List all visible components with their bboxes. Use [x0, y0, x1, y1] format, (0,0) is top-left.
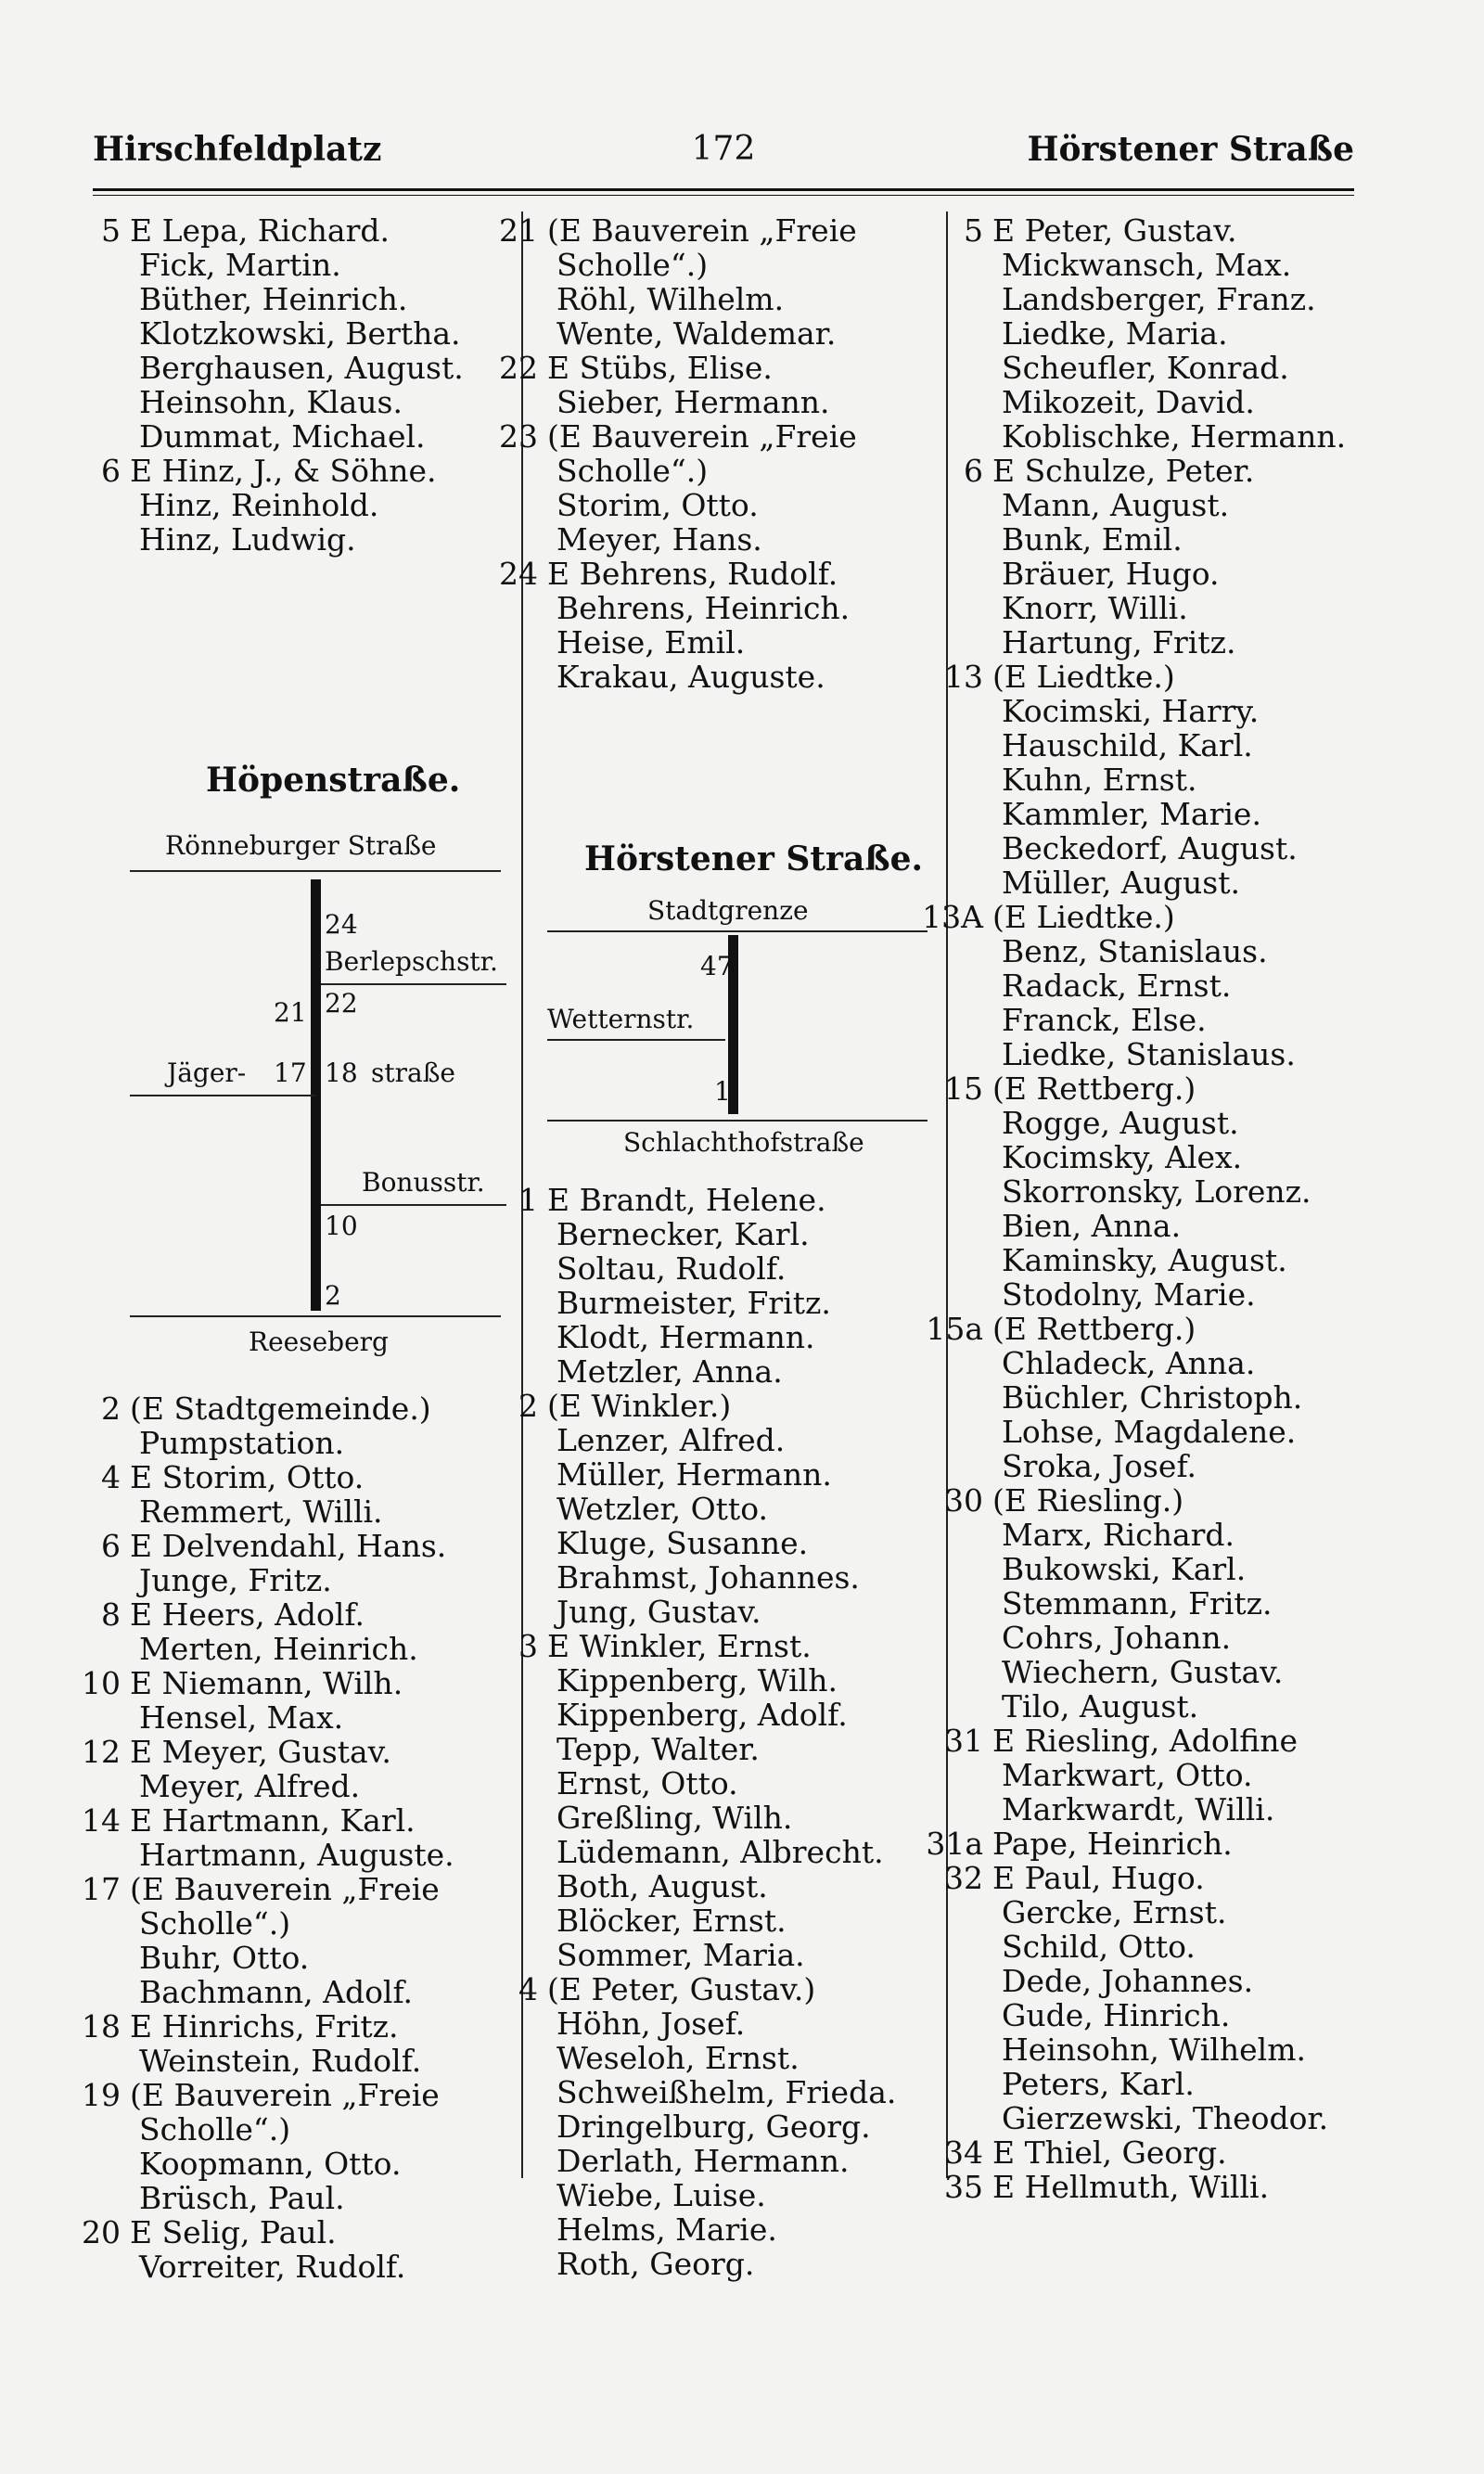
- map-label-top: Stadtgrenze: [647, 895, 809, 926]
- resident-name: Skorronsky, Lorenz.: [1002, 1173, 1311, 1210]
- resident-name: Krakau, Auguste.: [556, 659, 825, 695]
- resident-name: Kaminsky, August.: [1002, 1242, 1287, 1278]
- house-number: 32: [944, 1860, 983, 1896]
- resident-name: Kuhn, Ernst.: [1002, 762, 1197, 798]
- entry-first-line: E Riesling, Adolfine: [992, 1723, 1298, 1759]
- entry-first-line: E Brandt, Helene.: [547, 1182, 826, 1218]
- entry-first-line: (E Bauverein „Freie: [547, 418, 857, 455]
- house-number: 31: [944, 1723, 983, 1759]
- resident-name: Sieber, Hermann.: [556, 384, 830, 420]
- resident-name: Klodt, Hermann.: [556, 1319, 815, 1355]
- address-entry: [473, 1629, 946, 1972]
- resident-name: Wiechern, Gustav.: [1002, 1654, 1284, 1690]
- address-entry: [918, 900, 1401, 1071]
- resident-name: Derlath, Hermann.: [556, 2143, 850, 2179]
- resident-name: Dummat, Michael.: [139, 418, 426, 455]
- house-number: 13A: [922, 899, 983, 935]
- address-entry: [56, 1803, 519, 1872]
- entry-first-line: E Niemann, Wilh.: [130, 1665, 403, 1701]
- column-1-top: [56, 213, 519, 557]
- house-number: 8: [101, 1596, 121, 1633]
- entry-first-line: E Winkler, Ernst.: [547, 1628, 812, 1664]
- resident-name: Mann, August.: [1002, 487, 1230, 523]
- entry-first-line: (E Stadtgemeinde.): [130, 1391, 431, 1427]
- address-entry: [56, 1666, 519, 1735]
- entry-first-line: E Behrens, Rudolf.: [547, 556, 838, 592]
- column-2-top: [473, 213, 946, 694]
- address-entry: [918, 1071, 1401, 1312]
- house-number: 23: [499, 418, 538, 455]
- resident-name: Hauschild, Karl.: [1002, 727, 1253, 763]
- resident-name: Heise, Emil.: [556, 624, 746, 660]
- address-entry: [918, 1827, 1401, 1861]
- house-number: 34: [944, 2134, 983, 2171]
- resident-name: Jung, Gustav.: [556, 1594, 761, 1630]
- entry-first-line: E Delvendahl, Hans.: [130, 1528, 447, 1564]
- resident-name: Koopmann, Otto.: [139, 2146, 402, 2182]
- entry-first-line: (E Bauverein „Freie: [130, 2077, 440, 2113]
- header-left: Hirschfeldplatz: [93, 130, 382, 169]
- resident-name: Vorreiter, Rudolf.: [139, 2249, 406, 2285]
- entry-first-line: E Schulze, Peter.: [992, 453, 1255, 489]
- page-number: 172: [691, 130, 756, 168]
- resident-name: Klotzkowski, Bertha.: [139, 315, 461, 352]
- header-rule-thin: [93, 195, 1354, 196]
- entry-first-line: (E Winkler.): [547, 1388, 732, 1424]
- map-label: Berlepschstr.: [325, 946, 498, 977]
- house-number: 22: [499, 350, 538, 386]
- entry-first-line: (E Liedtke.): [992, 899, 1175, 935]
- resident-name: Scholle“.): [139, 1905, 291, 1942]
- house-number: 6: [101, 453, 121, 489]
- resident-name: Hinz, Reinhold.: [139, 487, 379, 523]
- address-entry: [56, 1460, 519, 1529]
- entry-first-line: (E Bauverein „Freie: [130, 1871, 440, 1907]
- resident-name: Bien, Anna.: [1002, 1208, 1182, 1244]
- house-number: 2: [518, 1388, 538, 1424]
- address-entry: [56, 454, 519, 557]
- resident-name: Berghausen, August.: [139, 350, 464, 386]
- address-entry: [918, 2170, 1401, 2204]
- resident-name: Scholle“.): [139, 2111, 291, 2147]
- street-title-hoepenstrasse: Höpenstraße.: [206, 761, 461, 800]
- entry-first-line: E Lepa, Richard.: [130, 212, 390, 249]
- resident-name: Ernst, Otto.: [556, 1765, 738, 1801]
- map-label-bottom: Schlachthofstraße: [623, 1127, 864, 1158]
- entry-first-line: (E Riesling.): [992, 1482, 1184, 1519]
- resident-name: Liedke, Maria.: [1002, 315, 1228, 352]
- resident-name: Sommer, Maria.: [556, 1937, 805, 1973]
- address-entry: [56, 2215, 519, 2284]
- address-entry: [918, 1861, 1401, 2135]
- resident-name: Markwart, Otto.: [1002, 1757, 1253, 1793]
- resident-name: Hartung, Fritz.: [1002, 624, 1236, 660]
- resident-name: Dede, Johannes.: [1002, 1963, 1254, 1999]
- map-label: 1: [714, 1076, 731, 1107]
- entry-first-line: E Meyer, Gustav.: [130, 1734, 391, 1770]
- address-entry: [473, 557, 946, 694]
- house-number: 1: [518, 1182, 538, 1218]
- resident-name: Rogge, August.: [1002, 1105, 1239, 1141]
- resident-name: Mikozeit, David.: [1002, 384, 1255, 420]
- resident-name: Remmert, Willi.: [139, 1493, 383, 1530]
- map-label: straße: [371, 1058, 455, 1088]
- resident-name: Pumpstation.: [139, 1425, 345, 1461]
- resident-name: Dringelburg, Georg.: [556, 2109, 871, 2145]
- house-number: 19: [82, 2077, 121, 2113]
- resident-name: Landsberger, Franz.: [1002, 281, 1316, 317]
- address-entry: [56, 1391, 519, 1460]
- house-number: 17: [82, 1871, 121, 1907]
- entry-first-line: Pape, Heinrich.: [992, 1826, 1233, 1862]
- map-label: 22: [325, 988, 358, 1019]
- resident-name: Blöcker, Ernst.: [556, 1903, 787, 1939]
- house-number: 15: [944, 1070, 983, 1107]
- entry-first-line: E Selig, Paul.: [130, 2214, 337, 2250]
- resident-name: Peters, Karl.: [1002, 2066, 1195, 2102]
- resident-name: Metzler, Anna.: [556, 1353, 783, 1390]
- resident-name: Scholle“.): [556, 247, 709, 283]
- resident-name: Knorr, Willi.: [1002, 590, 1188, 626]
- house-number: 4: [101, 1459, 121, 1495]
- page-header: [93, 130, 1354, 186]
- resident-name: Marx, Richard.: [1002, 1517, 1235, 1553]
- street-title-hoerstener: Hörstener Straße.: [584, 840, 924, 878]
- resident-name: Hensel, Max.: [139, 1699, 344, 1736]
- resident-name: Gierzewski, Theodor.: [1002, 2100, 1329, 2136]
- address-entry: [918, 454, 1401, 660]
- resident-name: Weseloh, Ernst.: [556, 2040, 800, 2076]
- address-entry: [56, 2009, 519, 2078]
- house-number: 4: [518, 1971, 538, 2007]
- resident-name: Brüsch, Paul.: [139, 2180, 345, 2216]
- map-label: 21: [274, 997, 307, 1028]
- resident-name: Scholle“.): [556, 453, 709, 489]
- resident-name: Müller, Hermann.: [556, 1456, 832, 1493]
- resident-name: Röhl, Wilhelm.: [556, 281, 785, 317]
- house-number: 10: [82, 1665, 121, 1701]
- map-line: [547, 930, 928, 932]
- resident-name: Lüdemann, Albrecht.: [556, 1834, 884, 1870]
- resident-name: Benz, Stanislaus.: [1002, 933, 1268, 969]
- entry-first-line: E Heers, Adolf.: [130, 1596, 365, 1633]
- resident-name: Soltau, Rudolf.: [556, 1250, 787, 1287]
- resident-name: Roth, Georg.: [556, 2246, 755, 2282]
- address-entry: [473, 1389, 946, 1629]
- resident-name: Lenzer, Alfred.: [556, 1422, 786, 1458]
- resident-name: Meyer, Alfred.: [139, 1768, 361, 1804]
- resident-name: Gude, Hinrich.: [1002, 1997, 1231, 2033]
- map-label: Bonusstr.: [362, 1167, 485, 1198]
- resident-name: Burmeister, Fritz.: [556, 1285, 831, 1321]
- address-entry: [918, 213, 1401, 454]
- address-entry: [918, 1724, 1401, 1827]
- house-number: 12: [82, 1734, 121, 1770]
- house-number: 20: [82, 2214, 121, 2250]
- resident-name: Franck, Else.: [1002, 1002, 1207, 1038]
- map-label-bottom: Reeseberg: [249, 1327, 389, 1357]
- resident-name: Kocimski, Harry.: [1002, 693, 1260, 729]
- resident-name: Sroka, Josef.: [1002, 1448, 1196, 1484]
- resident-name: Kammler, Marie.: [1002, 796, 1261, 832]
- address-entry: [473, 1972, 946, 2281]
- resident-name: Bunk, Emil.: [1002, 521, 1183, 558]
- resident-name: Höhn, Josef.: [556, 2006, 746, 2042]
- address-entry: [56, 213, 519, 454]
- resident-name: Liedke, Stanislaus.: [1002, 1036, 1296, 1072]
- entry-first-line: (E Liedtke.): [992, 659, 1175, 695]
- entry-first-line: E Hinrichs, Fritz.: [130, 2008, 399, 2045]
- resident-name: Heinsohn, Klaus.: [139, 384, 403, 420]
- resident-name: Schweißhelm, Frieda.: [556, 2074, 897, 2110]
- resident-name: Bachmann, Adolf.: [139, 1974, 414, 2010]
- resident-name: Behrens, Heinrich.: [556, 590, 851, 626]
- entry-first-line: E Storim, Otto.: [130, 1459, 365, 1495]
- column-3: [918, 213, 1401, 2204]
- map-label: Jäger-: [167, 1058, 247, 1088]
- entry-first-line: E Hellmuth, Willi.: [992, 2169, 1270, 2205]
- map-label: 10: [325, 1211, 358, 1241]
- map-line: [547, 1039, 725, 1041]
- entry-first-line: (E Rettberg.): [992, 1070, 1196, 1107]
- resident-name: Bukowski, Karl.: [1002, 1551, 1247, 1587]
- house-number: 35: [944, 2169, 983, 2205]
- house-number: 13: [944, 659, 983, 695]
- resident-name: Stemmann, Fritz.: [1002, 1585, 1273, 1622]
- resident-name: Both, August.: [556, 1868, 768, 1904]
- house-number: 14: [82, 1802, 121, 1839]
- address-entry: [918, 660, 1401, 900]
- entry-first-line: (E Peter, Gustav.): [547, 1971, 816, 2007]
- entry-first-line: E Stübs, Elise.: [547, 350, 773, 386]
- map-line: [130, 1315, 501, 1317]
- house-number: 24: [499, 556, 538, 592]
- house-number: 5: [964, 212, 983, 249]
- header-rule: [93, 188, 1354, 191]
- house-number: 3: [518, 1628, 538, 1664]
- resident-name: Büther, Heinrich.: [139, 281, 408, 317]
- map-line: [321, 983, 506, 985]
- resident-name: Junge, Fritz.: [139, 1562, 332, 1598]
- resident-name: Büchler, Christoph.: [1002, 1379, 1303, 1416]
- address-entry: [473, 1183, 946, 1389]
- resident-name: Greßling, Wilh.: [556, 1800, 793, 1836]
- address-entry: [473, 351, 946, 419]
- map-label: 18: [325, 1058, 358, 1088]
- address-entry: [918, 2135, 1401, 2170]
- resident-name: Schild, Otto.: [1002, 1929, 1196, 1965]
- house-number: 21: [499, 212, 538, 249]
- house-number: 31a: [926, 1826, 983, 1862]
- resident-name: Gercke, Ernst.: [1002, 1894, 1227, 1930]
- resident-name: Stodolny, Marie.: [1002, 1276, 1256, 1313]
- map-label: 47: [700, 951, 734, 981]
- header-right: Hörstener Straße: [1027, 130, 1354, 169]
- entry-first-line: (E Bauverein „Freie: [547, 212, 857, 249]
- map-line: [130, 1095, 315, 1096]
- resident-name: Scheufler, Konrad.: [1002, 350, 1289, 386]
- resident-name: Radack, Ernst.: [1002, 968, 1232, 1004]
- resident-name: Beckedorf, August.: [1002, 830, 1298, 866]
- resident-name: Kocimsky, Alex.: [1002, 1139, 1243, 1175]
- house-number: 6: [964, 453, 983, 489]
- house-number: 6: [101, 1528, 121, 1564]
- resident-name: Chladeck, Anna.: [1002, 1345, 1256, 1381]
- address-entry: [918, 1483, 1401, 1724]
- entry-first-line: E Paul, Hugo.: [992, 1860, 1205, 1896]
- resident-name: Markwardt, Willi.: [1002, 1791, 1275, 1827]
- resident-name: Tepp, Walter.: [556, 1731, 760, 1767]
- address-entry: [56, 1872, 519, 2009]
- house-number: 5: [101, 212, 121, 249]
- address-entry: [918, 1312, 1401, 1483]
- map-label: 2: [325, 1280, 341, 1311]
- entry-first-line: E Thiel, Georg.: [992, 2134, 1227, 2171]
- resident-name: Wente, Waldemar.: [556, 315, 837, 352]
- resident-name: Tilo, August.: [1002, 1688, 1199, 1724]
- resident-name: Bräuer, Hugo.: [1002, 556, 1220, 592]
- entry-first-line: E Hinz, J., & Söhne.: [130, 453, 437, 489]
- resident-name: Weinstein, Rudolf.: [139, 2043, 422, 2079]
- resident-name: Storim, Otto.: [556, 487, 759, 523]
- address-entry: [473, 419, 946, 557]
- resident-name: Helms, Marie.: [556, 2211, 777, 2248]
- address-entry: [56, 1529, 519, 1597]
- map-label: 17: [274, 1058, 307, 1088]
- resident-name: Kippenberg, Adolf.: [556, 1697, 848, 1733]
- resident-name: Bernecker, Karl.: [556, 1216, 810, 1252]
- house-number: 15a: [926, 1311, 983, 1347]
- resident-name: Brahmst, Johannes.: [556, 1559, 860, 1596]
- address-entry: [56, 1735, 519, 1803]
- address-entry: [56, 2078, 519, 2215]
- resident-name: Wiebe, Luise.: [556, 2177, 766, 2213]
- resident-name: Hinz, Ludwig.: [139, 521, 356, 558]
- resident-name: Hartmann, Auguste.: [139, 1837, 454, 1873]
- resident-name: Lohse, Magdalene.: [1002, 1414, 1297, 1450]
- resident-name: Wetzler, Otto.: [556, 1491, 768, 1527]
- entry-first-line: (E Rettberg.): [992, 1311, 1196, 1347]
- house-number: 2: [101, 1391, 121, 1427]
- house-number: 30: [944, 1482, 983, 1519]
- address-entry: [56, 1597, 519, 1666]
- resident-name: Müller, August.: [1002, 865, 1240, 901]
- resident-name: Koblischke, Hermann.: [1002, 418, 1347, 455]
- map-label-top: Rönneburger Straße: [165, 830, 437, 861]
- house-number: 18: [82, 2008, 121, 2045]
- map-line: [547, 1120, 928, 1122]
- resident-name: Heinsohn, Wilhelm.: [1002, 2032, 1306, 2068]
- entry-first-line: E Peter, Gustav.: [992, 212, 1237, 249]
- resident-name: Merten, Heinrich.: [139, 1631, 418, 1667]
- map-line: [130, 870, 501, 872]
- resident-name: Meyer, Hans.: [556, 521, 762, 558]
- resident-name: Buhr, Otto.: [139, 1940, 310, 1976]
- resident-name: Kippenberg, Wilh.: [556, 1662, 838, 1698]
- resident-name: Cohrs, Johann.: [1002, 1620, 1232, 1656]
- column-1-bottom: [56, 1391, 519, 2284]
- resident-name: Mickwansch, Max.: [1002, 247, 1292, 283]
- column-2-bottom: [473, 1183, 946, 2281]
- resident-name: Kluge, Susanne.: [556, 1525, 809, 1561]
- resident-name: Fick, Martin.: [139, 247, 341, 283]
- map-label: Wetternstr.: [547, 1004, 695, 1034]
- address-entry: [473, 213, 946, 351]
- map-label: 24: [325, 909, 358, 940]
- entry-first-line: E Hartmann, Karl.: [130, 1802, 416, 1839]
